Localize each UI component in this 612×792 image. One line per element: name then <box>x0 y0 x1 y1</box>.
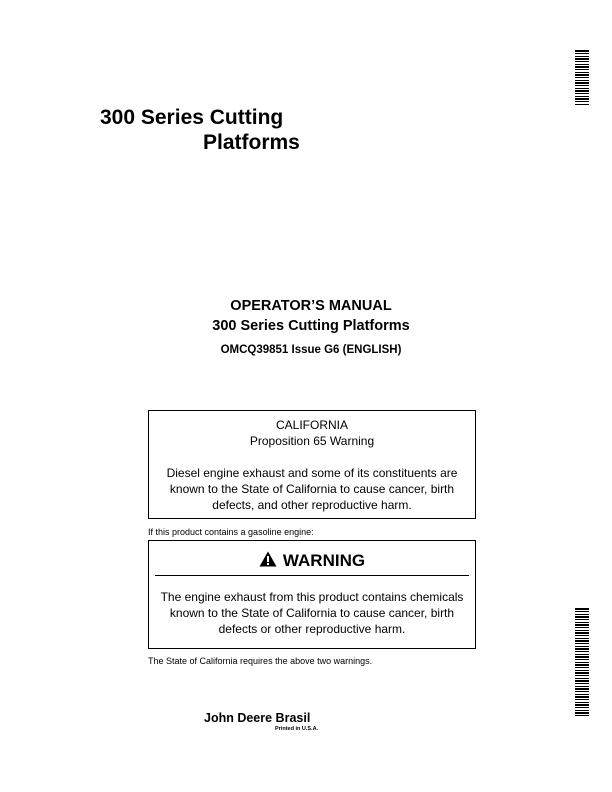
gasoline-engine-note: If this product contains a gasoline engine: <box>148 527 314 537</box>
barcode-bar <box>575 659 589 660</box>
barcode-bar <box>575 712 589 714</box>
document-title-line-1: 300 Series Cutting <box>100 106 284 129</box>
barcode-bar <box>575 82 589 84</box>
document-title-line-2: Platforms <box>203 131 300 154</box>
barcode-bar <box>575 614 589 615</box>
barcode-bar <box>575 85 589 86</box>
barcode-bar <box>575 619 589 620</box>
top-barcode <box>575 50 595 106</box>
barcode-bar <box>575 696 589 698</box>
barcode-bar <box>575 98 589 100</box>
proposition-label: Proposition 65 Warning <box>249 434 375 448</box>
barcode-bar <box>575 50 589 52</box>
barcode-bar <box>575 58 589 60</box>
state-requirement-note: The State of California requires the above two warnings. <box>148 656 373 666</box>
bottom-barcode-bars <box>575 608 589 716</box>
barcode-bar <box>575 702 589 703</box>
barcode-bar <box>575 691 589 692</box>
barcode-bar <box>575 630 589 631</box>
barcode-bar <box>575 96 589 97</box>
barcode-bar <box>575 64 589 65</box>
warning-text: The engine exhaust from this product contains chemicals known to the State of California to cause cancer, birth defects or other reproductive harm. <box>160 590 464 636</box>
warning-header <box>155 550 469 576</box>
barcode-bar <box>575 704 589 706</box>
warning-triangle-icon <box>259 551 277 571</box>
barcode-bar <box>575 662 589 663</box>
barcode-bar <box>575 654 589 655</box>
california-warning-text: Diesel engine exhaust and some of its constituents are known to the State of California to cause cancer, birth defects, and other reproductive harm. <box>166 466 458 512</box>
bottom-barcode <box>575 608 595 716</box>
barcode-bar <box>575 686 589 687</box>
barcode-bar <box>575 77 589 78</box>
barcode-bar <box>575 101 589 102</box>
barcode-bar <box>575 635 589 636</box>
barcode-bar <box>575 707 589 708</box>
barcode-bar <box>575 611 589 612</box>
barcode-bar <box>575 61 589 62</box>
barcode-bar <box>575 88 589 89</box>
barcode-bar <box>575 699 589 700</box>
barcode-bar <box>575 69 589 70</box>
california-warning-box <box>148 410 476 519</box>
printed-in-label: Printed in U.S.A. <box>275 726 319 732</box>
manual-code: OMCQ39851 Issue G6 (ENGLISH) <box>220 344 402 356</box>
barcode-bar <box>575 670 589 671</box>
barcode-bar <box>575 608 589 610</box>
barcode-bar <box>575 651 589 652</box>
barcode-bar <box>575 683 589 684</box>
barcode-bar <box>575 688 589 690</box>
barcode-bar <box>575 627 589 628</box>
manual-subheading: 300 Series Cutting Platforms <box>212 318 410 334</box>
barcode-bar <box>575 624 589 626</box>
gasoline-warning-box <box>148 540 476 649</box>
barcode-bar <box>575 80 589 81</box>
barcode-bar <box>575 643 589 644</box>
barcode-bar <box>575 66 589 68</box>
barcode-bar <box>575 632 589 634</box>
barcode-bar <box>575 672 589 674</box>
company-name: John Deere Brasil <box>204 711 311 725</box>
manual-heading: OPERATOR’S MANUAL <box>230 298 392 314</box>
barcode-bar <box>575 715 589 716</box>
barcode-bar <box>575 72 589 73</box>
top-barcode-bars <box>575 50 589 105</box>
barcode-bar <box>575 646 589 647</box>
barcode-bar <box>575 667 589 668</box>
barcode-bar <box>575 622 589 623</box>
barcode-bar <box>575 104 589 105</box>
barcode-bar <box>575 656 589 658</box>
barcode-bar <box>575 678 589 679</box>
california-label: CALIFORNIA <box>275 418 348 432</box>
barcode-bar <box>575 93 589 94</box>
barcode-bar <box>575 664 589 666</box>
barcode-bar <box>575 74 589 76</box>
warning-title: WARNING <box>282 551 366 570</box>
barcode-bar <box>575 638 589 639</box>
barcode-bar <box>575 53 589 54</box>
barcode-bar <box>575 675 589 676</box>
barcode-bar <box>575 694 589 695</box>
barcode-bar <box>575 648 589 650</box>
barcode-bar <box>575 90 589 92</box>
barcode-bar <box>575 710 589 711</box>
barcode-bar <box>575 640 589 642</box>
barcode-bar <box>575 616 589 618</box>
barcode-bar <box>575 680 589 682</box>
barcode-bar <box>575 56 589 57</box>
